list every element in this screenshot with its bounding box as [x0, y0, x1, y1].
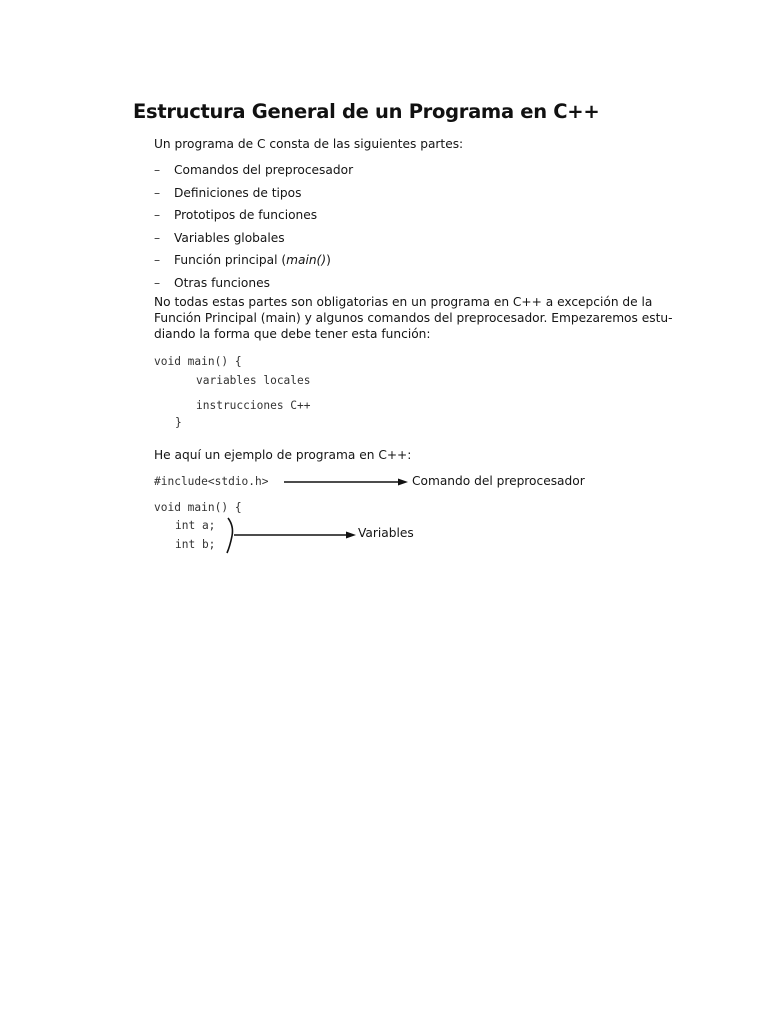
code-line: variables locales	[196, 374, 311, 387]
list-item	[154, 159, 353, 182]
main-function-name: main()	[286, 253, 327, 268]
program-parts-list	[154, 159, 353, 294]
list-marker: –	[154, 163, 161, 178]
code-line: int b;	[175, 538, 216, 551]
code-line: void main() {	[154, 355, 242, 368]
example-intro-text: He aquí un ejemplo de programa en C++:	[154, 448, 412, 462]
list-marker: –	[154, 230, 161, 245]
paragraph-line: Función Principal (main) y algunos comandos del preprocesador. Empezaremos estu-	[154, 311, 673, 325]
body-paragraph	[154, 294, 673, 342]
list-item-text: Prototipos de funciones	[174, 208, 318, 223]
list-item-text: Comandos del preprocesador	[174, 163, 354, 178]
list-item	[154, 227, 353, 250]
list-item-text: Definiciones de tipos	[174, 185, 302, 200]
include-line: #include<stdio.h>	[154, 475, 269, 488]
code-line: int a;	[175, 519, 216, 532]
list-item-text: Función principal (	[174, 253, 287, 268]
paragraph-line: diando la forma que debe tener esta función:	[154, 327, 431, 341]
code-line: }	[175, 416, 182, 429]
list-item	[154, 204, 353, 227]
arrow-icon	[284, 476, 408, 488]
variables-annotation: Variables	[358, 526, 414, 540]
arrow-icon	[234, 529, 358, 541]
page-title: Estructura General de un Programa en C++	[133, 100, 600, 123]
list-marker: –	[154, 208, 161, 223]
code-line: instrucciones C++	[196, 399, 311, 412]
list-item-text-close: )	[326, 253, 331, 268]
intro-text: Un programa de C consta de las siguientes partes:	[154, 137, 464, 151]
code-line: void main() {	[154, 501, 242, 514]
list-item	[154, 249, 353, 272]
list-item	[154, 272, 353, 295]
preprocessor-annotation: Comando del preprocesador	[412, 474, 585, 488]
list-marker: –	[154, 185, 161, 200]
list-item-text: Variables globales	[174, 230, 285, 245]
paragraph-line: No todas estas partes son obligatorias en un programa en C++ a excepción de la	[154, 295, 653, 309]
list-marker: –	[154, 253, 161, 268]
list-item-text: Otras funciones	[174, 275, 270, 290]
list-item	[154, 182, 353, 205]
list-marker: –	[154, 275, 161, 290]
